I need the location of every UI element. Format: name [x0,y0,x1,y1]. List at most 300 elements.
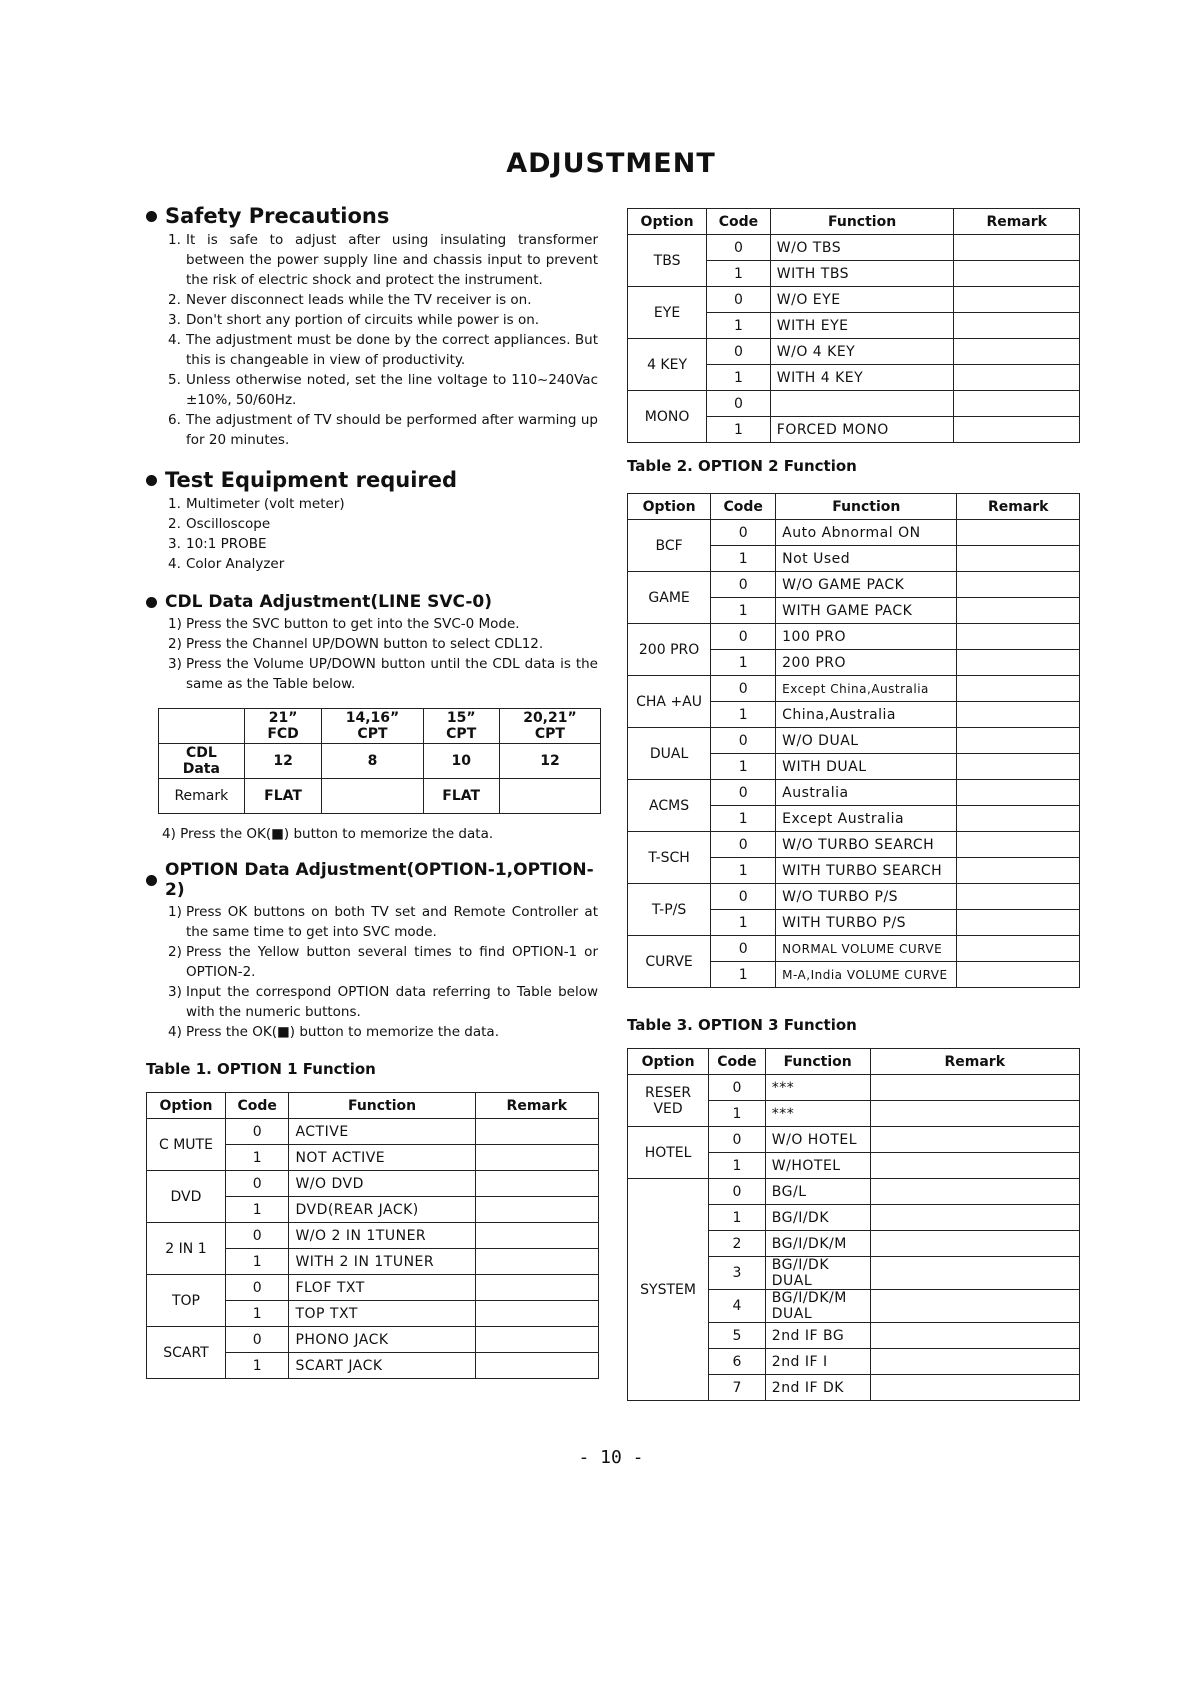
remark-cell [957,754,1080,780]
function-cell: BG/L [765,1179,870,1205]
header-cell: Option [147,1093,226,1119]
option-heading [146,860,598,900]
function-cell: W/O DUAL [776,728,957,754]
function-cell: Except China,Australia [776,676,957,702]
table-row [628,1127,1080,1153]
option-cell: GAME [628,572,711,624]
function-cell: Not Used [776,546,957,572]
code-cell: 1 [225,1301,289,1327]
code-cell: 1 [711,702,776,728]
remark-cell [475,1223,598,1249]
option-cell: TOP [147,1275,226,1327]
table-row [147,1275,599,1301]
code-cell: 1 [225,1249,289,1275]
code-cell: 1 [709,1101,766,1127]
table-row [628,780,1080,806]
table-row [628,391,1080,417]
bullet-icon [146,211,157,222]
code-cell: 0 [711,936,776,962]
header-cell: Option [628,494,711,520]
option3-table [627,1048,1080,1401]
table-row [628,1075,1080,1101]
equipment-heading-text: Test Equipment required [165,468,458,492]
function-cell: WITH DUAL [776,754,957,780]
remark-cell [954,313,1080,339]
bullet-icon [146,475,157,486]
code-cell: 1 [711,806,776,832]
table-row [628,572,1080,598]
item-number: 4. [168,332,181,348]
function-cell: W/O TURBO SEARCH [776,832,957,858]
list-item [168,514,598,534]
item-text: Press the SVC button to get into the SVC-0 Mode. [186,616,520,632]
code-cell: 1 [709,1153,766,1179]
code-cell: 1 [707,261,771,287]
table-cell: 10 [423,744,499,779]
table-cell: 12 [244,744,322,779]
function-cell: China,Australia [776,702,957,728]
code-cell: 1 [707,417,771,443]
table-row [628,728,1080,754]
item-number: 5. [168,372,181,388]
item-number: 3) [168,656,182,672]
code-cell: 0 [707,235,771,261]
code-cell: 0 [225,1327,289,1353]
header-cell: Function [770,209,954,235]
header-cell: Code [711,494,776,520]
header-cell: 21” FCD [244,709,322,744]
page-number: - 10 - [578,1447,644,1468]
remark-cell [870,1127,1079,1153]
table-header-row [628,1049,1080,1075]
code-cell: 0 [707,391,771,417]
function-cell: *** [765,1101,870,1127]
table-header-row [628,494,1080,520]
option-cell: 4 KEY [628,339,707,391]
table-row [628,832,1080,858]
header-cell: Function [776,494,957,520]
option-cell: C MUTE [147,1119,226,1171]
item-number: 6. [168,412,181,428]
item-text: The adjustment must be done by the correct appliances. But this is changeable in view of productivity. [186,332,598,368]
code-cell: 0 [225,1275,289,1301]
remark-cell [475,1249,598,1275]
item-text: Input the correspond OPTION data referring to Table below with the numeric buttons. [186,984,598,1020]
remark-cell [475,1145,598,1171]
function-cell: WITH EYE [770,313,954,339]
code-cell: 1 [711,910,776,936]
list-item [168,942,598,982]
table-row [628,676,1080,702]
code-cell: 1 [709,1205,766,1231]
remark-cell [957,832,1080,858]
remark-cell [957,884,1080,910]
option2-table [627,493,1080,988]
item-text: The adjustment of TV should be performed after warming up for 20 minutes. [186,412,598,448]
item-text: Never disconnect leads while the TV receiver is on. [186,292,532,308]
function-cell: SCART JACK [289,1353,475,1379]
code-cell: 0 [711,572,776,598]
table-cell: CDL Data [159,744,245,779]
code-cell: 1 [711,754,776,780]
table-row [147,1223,599,1249]
option-cell: EYE [628,287,707,339]
function-cell: *** [765,1075,870,1101]
list-item [168,654,598,694]
list-item [168,902,598,942]
cdl-heading [146,592,598,612]
code-cell: 0 [707,339,771,365]
table1-caption: Table 1. OPTION 1 Function [146,1060,376,1078]
function-cell: DVD(REAR JACK) [289,1197,475,1223]
function-cell: ACTIVE [289,1119,475,1145]
remark-cell [957,546,1080,572]
function-cell: W/O TURBO P/S [776,884,957,910]
header-cell: Code [709,1049,766,1075]
code-cell: 1 [707,313,771,339]
item-text: Oscilloscope [186,516,271,532]
header-cell: Function [289,1093,475,1119]
remark-cell [957,780,1080,806]
remark-cell [957,702,1080,728]
item-number: 3. [168,312,181,328]
left-column [146,204,598,1379]
table-header-row [147,1093,599,1119]
table-cell: 8 [322,744,423,779]
remark-cell [870,1257,1079,1290]
code-cell: 0 [709,1075,766,1101]
remark-cell [957,806,1080,832]
function-cell: WITH TBS [770,261,954,287]
function-cell: BG/I/DK/M DUAL [765,1290,870,1323]
header-cell: Code [225,1093,289,1119]
function-cell: W/O HOTEL [765,1127,870,1153]
remark-cell [870,1153,1079,1179]
table-row [159,744,601,779]
table-cell [499,779,600,814]
list-item [168,494,598,514]
table-row [628,235,1080,261]
table-row [147,1119,599,1145]
option-cell: MONO [628,391,707,443]
remark-cell [475,1327,598,1353]
function-cell: WITH 4 KEY [770,365,954,391]
function-cell: Except Australia [776,806,957,832]
function-cell: W/O GAME PACK [776,572,957,598]
function-cell: Australia [776,780,957,806]
remark-cell [954,235,1080,261]
code-cell: 0 [709,1127,766,1153]
header-cell [159,709,245,744]
function-cell: 2nd IF DK [765,1375,870,1401]
cdl-steps [146,614,598,694]
safety-heading [146,204,598,228]
option-cell: ACMS [628,780,711,832]
option-cell: SYSTEM [628,1179,709,1401]
item-text: Press the Channel UP/DOWN button to select CDL12. [186,636,544,652]
remark-cell [957,858,1080,884]
function-cell: W/O TBS [770,235,954,261]
remark-cell [954,261,1080,287]
option-cell: DUAL [628,728,711,780]
code-cell: 2 [709,1231,766,1257]
function-cell: W/O 2 IN 1TUNER [289,1223,475,1249]
option-cell: DVD [147,1171,226,1223]
list-item [168,634,598,654]
equipment-heading [146,468,598,492]
function-cell: NORMAL VOLUME CURVE [776,936,957,962]
table-row [147,1327,599,1353]
code-cell: 0 [711,780,776,806]
header-cell: 14,16” CPT [322,709,423,744]
equipment-list [146,494,598,574]
option-cell: RESER VED [628,1075,709,1127]
header-cell: 20,21” CPT [499,709,600,744]
remark-cell [957,572,1080,598]
list-item [168,310,598,330]
function-cell: 2nd IF I [765,1349,870,1375]
table-cell: FLAT [244,779,322,814]
function-cell: WITH TURBO P/S [776,910,957,936]
option-cell: CHA +AU [628,676,711,728]
remark-cell [870,1179,1079,1205]
code-cell: 6 [709,1349,766,1375]
remark-cell [870,1323,1079,1349]
remark-cell [957,728,1080,754]
function-cell: FORCED MONO [770,417,954,443]
safety-list [146,230,598,450]
remark-cell [870,1231,1079,1257]
header-cell: Remark [870,1049,1079,1075]
item-number: 1) [168,616,182,632]
header-cell: Remark [957,494,1080,520]
item-number: 1. [168,496,181,512]
remark-cell [957,676,1080,702]
function-cell: WITH TURBO SEARCH [776,858,957,884]
item-text: 10:1 PROBE [186,536,267,552]
option-steps [146,902,598,1042]
header-cell: 15” CPT [423,709,499,744]
code-cell: 4 [709,1290,766,1323]
item-number: 1. [168,232,181,248]
header-cell: Function [765,1049,870,1075]
table-cell: FLAT [423,779,499,814]
cdl-final-step: 4) Press the OK(■) button to memorize the data. [162,826,494,842]
item-text: Color Analyzer [186,556,285,572]
code-cell: 1 [707,365,771,391]
remark-cell [475,1301,598,1327]
list-item [168,1022,598,1042]
code-cell: 0 [709,1179,766,1205]
function-cell: 200 PRO [776,650,957,676]
function-cell: BG/I/DK/M [765,1231,870,1257]
item-text: Multimeter (volt meter) [186,496,345,512]
header-cell: Remark [475,1093,598,1119]
item-text: Unless otherwise noted, set the line voltage to 110~240Vac ±10%, 50/60Hz. [186,372,598,408]
code-cell: 1 [711,598,776,624]
item-text: Press the Yellow button several times to find OPTION-1 or OPTION-2. [186,944,598,980]
item-text: Press OK buttons on both TV set and Remote Controller at the same time to get into SVC mode. [186,904,598,940]
list-item [168,554,598,574]
function-cell: BG/I/DK [765,1205,870,1231]
remark-cell [870,1205,1079,1231]
remark-cell [870,1075,1079,1101]
function-cell: WITH GAME PACK [776,598,957,624]
table-row [159,779,601,814]
table-row [628,624,1080,650]
function-cell [770,391,954,417]
remark-cell [957,936,1080,962]
remark-cell [870,1290,1079,1323]
option1-table [146,1092,599,1379]
code-cell: 0 [711,832,776,858]
remark-cell [957,650,1080,676]
item-text: Don't short any portion of circuits while power is on. [186,312,540,328]
list-item [168,290,598,310]
remark-cell [957,520,1080,546]
table-row [628,884,1080,910]
code-cell: 1 [225,1145,289,1171]
item-number: 2. [168,292,181,308]
remark-cell [954,365,1080,391]
code-cell: 1 [711,650,776,676]
option-cell: HOTEL [628,1127,709,1179]
safety-heading-text: Safety Precautions [165,204,390,228]
remark-cell [957,598,1080,624]
header-cell: Code [707,209,771,235]
function-cell: 100 PRO [776,624,957,650]
option-cell: SCART [147,1327,226,1379]
code-cell: 1 [711,962,776,988]
list-item [168,330,598,370]
option-cell: T-SCH [628,832,711,884]
item-number: 4. [168,556,181,572]
function-cell: NOT ACTIVE [289,1145,475,1171]
table-header-row [628,209,1080,235]
code-cell: 0 [225,1223,289,1249]
function-cell: W/O EYE [770,287,954,313]
code-cell: 0 [711,624,776,650]
list-item [168,370,598,410]
item-number: 2) [168,636,182,652]
remark-cell [475,1119,598,1145]
table-row [628,1179,1080,1205]
item-number: 3) [168,984,182,1000]
code-cell: 1 [225,1353,289,1379]
option-cell: CURVE [628,936,711,988]
remark-cell [870,1375,1079,1401]
option-cell: 200 PRO [628,624,711,676]
option-cell: BCF [628,520,711,572]
list-item [168,614,598,634]
remark-cell [957,910,1080,936]
item-text: Press the OK(■) button to memorize the data. [186,1024,499,1040]
item-number: 4) [168,1024,182,1040]
table2-caption: Table 2. OPTION 2 Function [627,457,857,475]
option-cell: 2 IN 1 [147,1223,226,1275]
option-heading-text: OPTION Data Adjustment(OPTION-1,OPTION-2) [165,860,594,900]
table3-caption: Table 3. OPTION 3 Function [627,1016,857,1034]
right-column [627,208,1082,1401]
remark-cell [475,1353,598,1379]
function-cell: W/O 4 KEY [770,339,954,365]
cdl-heading-text: CDL Data Adjustment(LINE SVC-0) [165,592,493,612]
remark-cell [957,962,1080,988]
page-title: ADJUSTMENT [506,148,716,179]
remark-cell [475,1171,598,1197]
table-row [628,339,1080,365]
list-item [168,410,598,450]
code-cell: 0 [711,520,776,546]
function-cell: PHONO JACK [289,1327,475,1353]
list-item [168,230,598,290]
code-cell: 0 [225,1119,289,1145]
remark-cell [957,624,1080,650]
table-cell: Remark [159,779,245,814]
item-number: 3. [168,536,181,552]
table-row [628,520,1080,546]
code-cell: 5 [709,1323,766,1349]
function-cell: W/O DVD [289,1171,475,1197]
function-cell: M-A,India VOLUME CURVE [776,962,957,988]
list-item [168,534,598,554]
table-row [147,1171,599,1197]
function-cell: W/HOTEL [765,1153,870,1179]
function-cell: WITH 2 IN 1TUNER [289,1249,475,1275]
remark-cell [870,1349,1079,1375]
remark-cell [954,339,1080,365]
bullet-icon [146,875,157,886]
remark-cell [870,1101,1079,1127]
code-cell: 0 [711,676,776,702]
remark-cell [954,287,1080,313]
item-number: 1) [168,904,182,920]
remark-cell [954,391,1080,417]
code-cell: 1 [711,546,776,572]
list-item [168,982,598,1022]
code-cell: 0 [225,1171,289,1197]
remark-cell [475,1197,598,1223]
remark-cell [954,417,1080,443]
item-number: 2) [168,944,182,960]
table-row [628,287,1080,313]
code-cell: 0 [711,884,776,910]
option-cell: TBS [628,235,707,287]
header-cell: Option [628,209,707,235]
option-cell: T-P/S [628,884,711,936]
function-cell: FLOF TXT [289,1275,475,1301]
code-cell: 3 [709,1257,766,1290]
code-cell: 0 [707,287,771,313]
function-cell: 2nd IF BG [765,1323,870,1349]
code-cell: 1 [711,858,776,884]
function-cell: Auto Abnormal ON [776,520,957,546]
item-number: 2. [168,516,181,532]
option1-table-continued [627,208,1080,443]
bullet-icon [146,597,157,608]
cdl-table [158,708,601,814]
header-cell: Remark [954,209,1080,235]
code-cell: 7 [709,1375,766,1401]
item-text: It is safe to adjust after using insulating transformer between the power supply line and chassis input to prevent the risk of electric shock and protect the instrument. [186,232,598,288]
item-text: Press the Volume UP/DOWN button until the CDL data is the same as the Table below. [186,656,598,692]
function-cell: BG/I/DK DUAL [765,1257,870,1290]
table-cell: 12 [499,744,600,779]
header-cell: Option [628,1049,709,1075]
code-cell: 1 [225,1197,289,1223]
table-cell [322,779,423,814]
remark-cell [475,1275,598,1301]
